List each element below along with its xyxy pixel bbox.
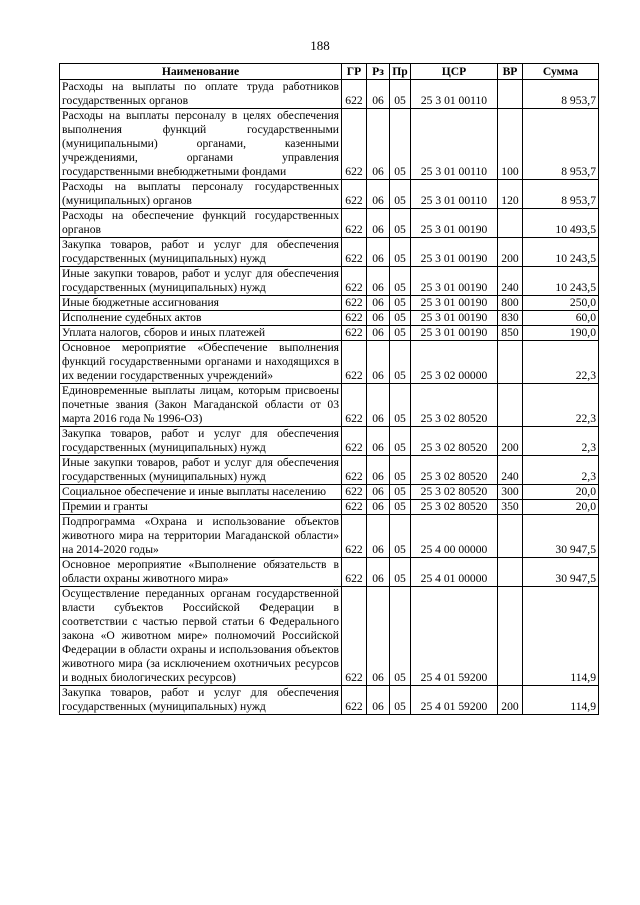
row-csr: 25 3 02 80520 <box>411 456 498 485</box>
row-rz: 06 <box>367 109 390 180</box>
row-pr: 05 <box>390 558 411 587</box>
row-rz: 06 <box>367 341 390 384</box>
header-rz: Рз <box>367 64 390 80</box>
row-gr: 622 <box>342 500 367 515</box>
table-row <box>60 296 599 311</box>
row-gr: 622 <box>342 326 367 341</box>
header-csr: ЦСР <box>411 64 498 80</box>
row-pr: 05 <box>390 267 411 296</box>
row-gr: 622 <box>342 515 367 558</box>
row-rz: 06 <box>367 485 390 500</box>
row-name: Иные закупки товаров, работ и услуг для обеспечения государственных (муниципальных) нужд <box>60 267 342 296</box>
row-sum: 30 947,5 <box>523 558 599 587</box>
row-gr: 622 <box>342 267 367 296</box>
table-row <box>60 485 599 500</box>
table-header-row <box>60 64 599 80</box>
row-rz: 06 <box>367 500 390 515</box>
budget-table <box>59 63 599 715</box>
table-row <box>60 456 599 485</box>
table-row <box>60 500 599 515</box>
table-row <box>60 558 599 587</box>
table-row <box>60 515 599 558</box>
row-vr: 200 <box>498 686 523 715</box>
row-vr: 830 <box>498 311 523 326</box>
header-name: Наименование <box>60 64 342 80</box>
row-gr: 622 <box>342 427 367 456</box>
row-csr: 25 3 01 00190 <box>411 267 498 296</box>
row-pr: 05 <box>390 238 411 267</box>
table-row <box>60 341 599 384</box>
row-csr: 25 3 01 00110 <box>411 180 498 209</box>
row-sum: 8 953,7 <box>523 80 599 109</box>
row-rz: 06 <box>367 80 390 109</box>
row-rz: 06 <box>367 209 390 238</box>
table-row <box>60 686 599 715</box>
page-number: 188 <box>310 38 330 53</box>
row-pr: 05 <box>390 311 411 326</box>
header-vr: ВР <box>498 64 523 80</box>
table-row <box>60 180 599 209</box>
row-csr: 25 3 02 80520 <box>411 500 498 515</box>
row-sum: 250,0 <box>523 296 599 311</box>
row-sum: 190,0 <box>523 326 599 341</box>
row-vr <box>498 515 523 558</box>
row-vr: 800 <box>498 296 523 311</box>
row-csr: 25 3 02 80520 <box>411 384 498 427</box>
row-name: Расходы на обеспечение функций государственных органов <box>60 209 342 238</box>
row-rz: 06 <box>367 427 390 456</box>
row-gr: 622 <box>342 384 367 427</box>
row-sum: 22,3 <box>523 341 599 384</box>
row-gr: 622 <box>342 587 367 686</box>
row-sum: 114,9 <box>523 587 599 686</box>
table-row <box>60 238 599 267</box>
row-sum: 10 243,5 <box>523 267 599 296</box>
row-vr <box>498 341 523 384</box>
row-name: Закупка товаров, работ и услуг для обеспечения государственных (муниципальных) нужд <box>60 686 342 715</box>
row-name: Закупка товаров, работ и услуг для обеспечения государственных (муниципальных) нужд <box>60 238 342 267</box>
row-pr: 05 <box>390 326 411 341</box>
row-gr: 622 <box>342 686 367 715</box>
row-rz: 06 <box>367 558 390 587</box>
row-sum: 2,3 <box>523 427 599 456</box>
row-rz: 06 <box>367 515 390 558</box>
row-rz: 06 <box>367 686 390 715</box>
row-csr: 25 4 01 59200 <box>411 587 498 686</box>
row-gr: 622 <box>342 296 367 311</box>
row-pr: 05 <box>390 384 411 427</box>
row-vr: 300 <box>498 485 523 500</box>
table-row <box>60 311 599 326</box>
row-vr: 200 <box>498 427 523 456</box>
row-csr: 25 3 01 00190 <box>411 209 498 238</box>
table-row <box>60 80 599 109</box>
row-vr: 100 <box>498 109 523 180</box>
row-pr: 05 <box>390 427 411 456</box>
row-gr: 622 <box>342 341 367 384</box>
row-gr: 622 <box>342 109 367 180</box>
row-vr: 200 <box>498 238 523 267</box>
row-rz: 06 <box>367 326 390 341</box>
row-sum: 30 947,5 <box>523 515 599 558</box>
row-rz: 06 <box>367 456 390 485</box>
row-gr: 622 <box>342 180 367 209</box>
row-name: Иные закупки товаров, работ и услуг для обеспечения государственных (муниципальных) нужд <box>60 456 342 485</box>
row-vr: 120 <box>498 180 523 209</box>
row-name: Осуществление переданных органам государственной власти субъектов Российской Федерации в соответствии с частью первой статьи 6 Федерального закона «О животном мире» полномочий Российской Федерации в области охраны и использования объектов животного мира (за исключением охотничьих ресурсов и водных биологических ресурсов) <box>60 587 342 686</box>
row-sum: 10 243,5 <box>523 238 599 267</box>
row-pr: 05 <box>390 341 411 384</box>
row-name: Единовременные выплаты лицам, которым присвоены почетные звания (Закон Магаданской области от 03 марта 2016 года № 1996-ОЗ) <box>60 384 342 427</box>
header-sum: Сумма <box>523 64 599 80</box>
row-pr: 05 <box>390 515 411 558</box>
row-vr: 240 <box>498 456 523 485</box>
row-pr: 05 <box>390 80 411 109</box>
row-name: Уплата налогов, сборов и иных платежей <box>60 326 342 341</box>
row-vr <box>498 587 523 686</box>
row-vr <box>498 384 523 427</box>
row-pr: 05 <box>390 485 411 500</box>
row-vr: 240 <box>498 267 523 296</box>
row-name: Расходы на выплаты персоналу государственных (муниципальных) органов <box>60 180 342 209</box>
row-csr: 25 4 01 00000 <box>411 558 498 587</box>
row-vr <box>498 558 523 587</box>
row-gr: 622 <box>342 311 367 326</box>
table-row <box>60 587 599 686</box>
row-name: Закупка товаров, работ и услуг для обеспечения государственных (муниципальных) нужд <box>60 427 342 456</box>
row-sum: 8 953,7 <box>523 109 599 180</box>
row-rz: 06 <box>367 384 390 427</box>
row-name: Подпрограмма «Охрана и использование объектов животного мира на территории Магаданской области» на 2014-2020 годы» <box>60 515 342 558</box>
row-csr: 25 3 01 00190 <box>411 238 498 267</box>
row-rz: 06 <box>367 296 390 311</box>
row-rz: 06 <box>367 180 390 209</box>
row-gr: 622 <box>342 80 367 109</box>
row-vr <box>498 80 523 109</box>
row-gr: 622 <box>342 209 367 238</box>
row-name: Социальное обеспечение и иные выплаты населению <box>60 485 342 500</box>
row-csr: 25 3 01 00190 <box>411 326 498 341</box>
row-pr: 05 <box>390 180 411 209</box>
row-name: Расходы на выплаты персоналу в целях обеспечения выполнения функций государственными (муниципальными) органами, казенными учреждениями, органами управления государственными внебюджетными фондами <box>60 109 342 180</box>
row-pr: 05 <box>390 296 411 311</box>
table-row <box>60 109 599 180</box>
row-csr: 25 3 02 80520 <box>411 427 498 456</box>
row-rz: 06 <box>367 238 390 267</box>
row-csr: 25 3 01 00190 <box>411 296 498 311</box>
row-pr: 05 <box>390 109 411 180</box>
row-name: Премии и гранты <box>60 500 342 515</box>
row-pr: 05 <box>390 587 411 686</box>
row-gr: 622 <box>342 485 367 500</box>
table-row <box>60 326 599 341</box>
row-name: Основное мероприятие «Выполнение обязательств в области охраны животного мира» <box>60 558 342 587</box>
row-pr: 05 <box>390 209 411 238</box>
table-row <box>60 384 599 427</box>
row-name: Основное мероприятие «Обеспечение выполнения функций государственными органами и находящихся в их ведении государственных учреждений» <box>60 341 342 384</box>
row-csr: 25 4 01 59200 <box>411 686 498 715</box>
row-sum: 8 953,7 <box>523 180 599 209</box>
row-rz: 06 <box>367 267 390 296</box>
row-gr: 622 <box>342 238 367 267</box>
row-name: Расходы на выплаты по оплате труда работников государственных органов <box>60 80 342 109</box>
row-rz: 06 <box>367 311 390 326</box>
row-csr: 25 3 01 00190 <box>411 311 498 326</box>
row-csr: 25 3 02 00000 <box>411 341 498 384</box>
table-row <box>60 427 599 456</box>
header-gr: ГР <box>342 64 367 80</box>
row-csr: 25 3 01 00110 <box>411 109 498 180</box>
row-pr: 05 <box>390 500 411 515</box>
row-sum: 20,0 <box>523 500 599 515</box>
header-pr: Пр <box>390 64 411 80</box>
row-gr: 622 <box>342 456 367 485</box>
row-csr: 25 4 00 00000 <box>411 515 498 558</box>
row-pr: 05 <box>390 686 411 715</box>
row-name: Исполнение судебных актов <box>60 311 342 326</box>
row-sum: 22,3 <box>523 384 599 427</box>
row-sum: 60,0 <box>523 311 599 326</box>
row-vr: 350 <box>498 500 523 515</box>
row-vr <box>498 209 523 238</box>
row-name: Иные бюджетные ассигнования <box>60 296 342 311</box>
row-sum: 2,3 <box>523 456 599 485</box>
row-gr: 622 <box>342 558 367 587</box>
row-csr: 25 3 01 00110 <box>411 80 498 109</box>
row-vr: 850 <box>498 326 523 341</box>
row-rz: 06 <box>367 587 390 686</box>
row-pr: 05 <box>390 456 411 485</box>
table-row <box>60 209 599 238</box>
row-csr: 25 3 02 80520 <box>411 485 498 500</box>
row-sum: 20,0 <box>523 485 599 500</box>
row-sum: 10 493,5 <box>523 209 599 238</box>
table-row <box>60 267 599 296</box>
row-sum: 114,9 <box>523 686 599 715</box>
